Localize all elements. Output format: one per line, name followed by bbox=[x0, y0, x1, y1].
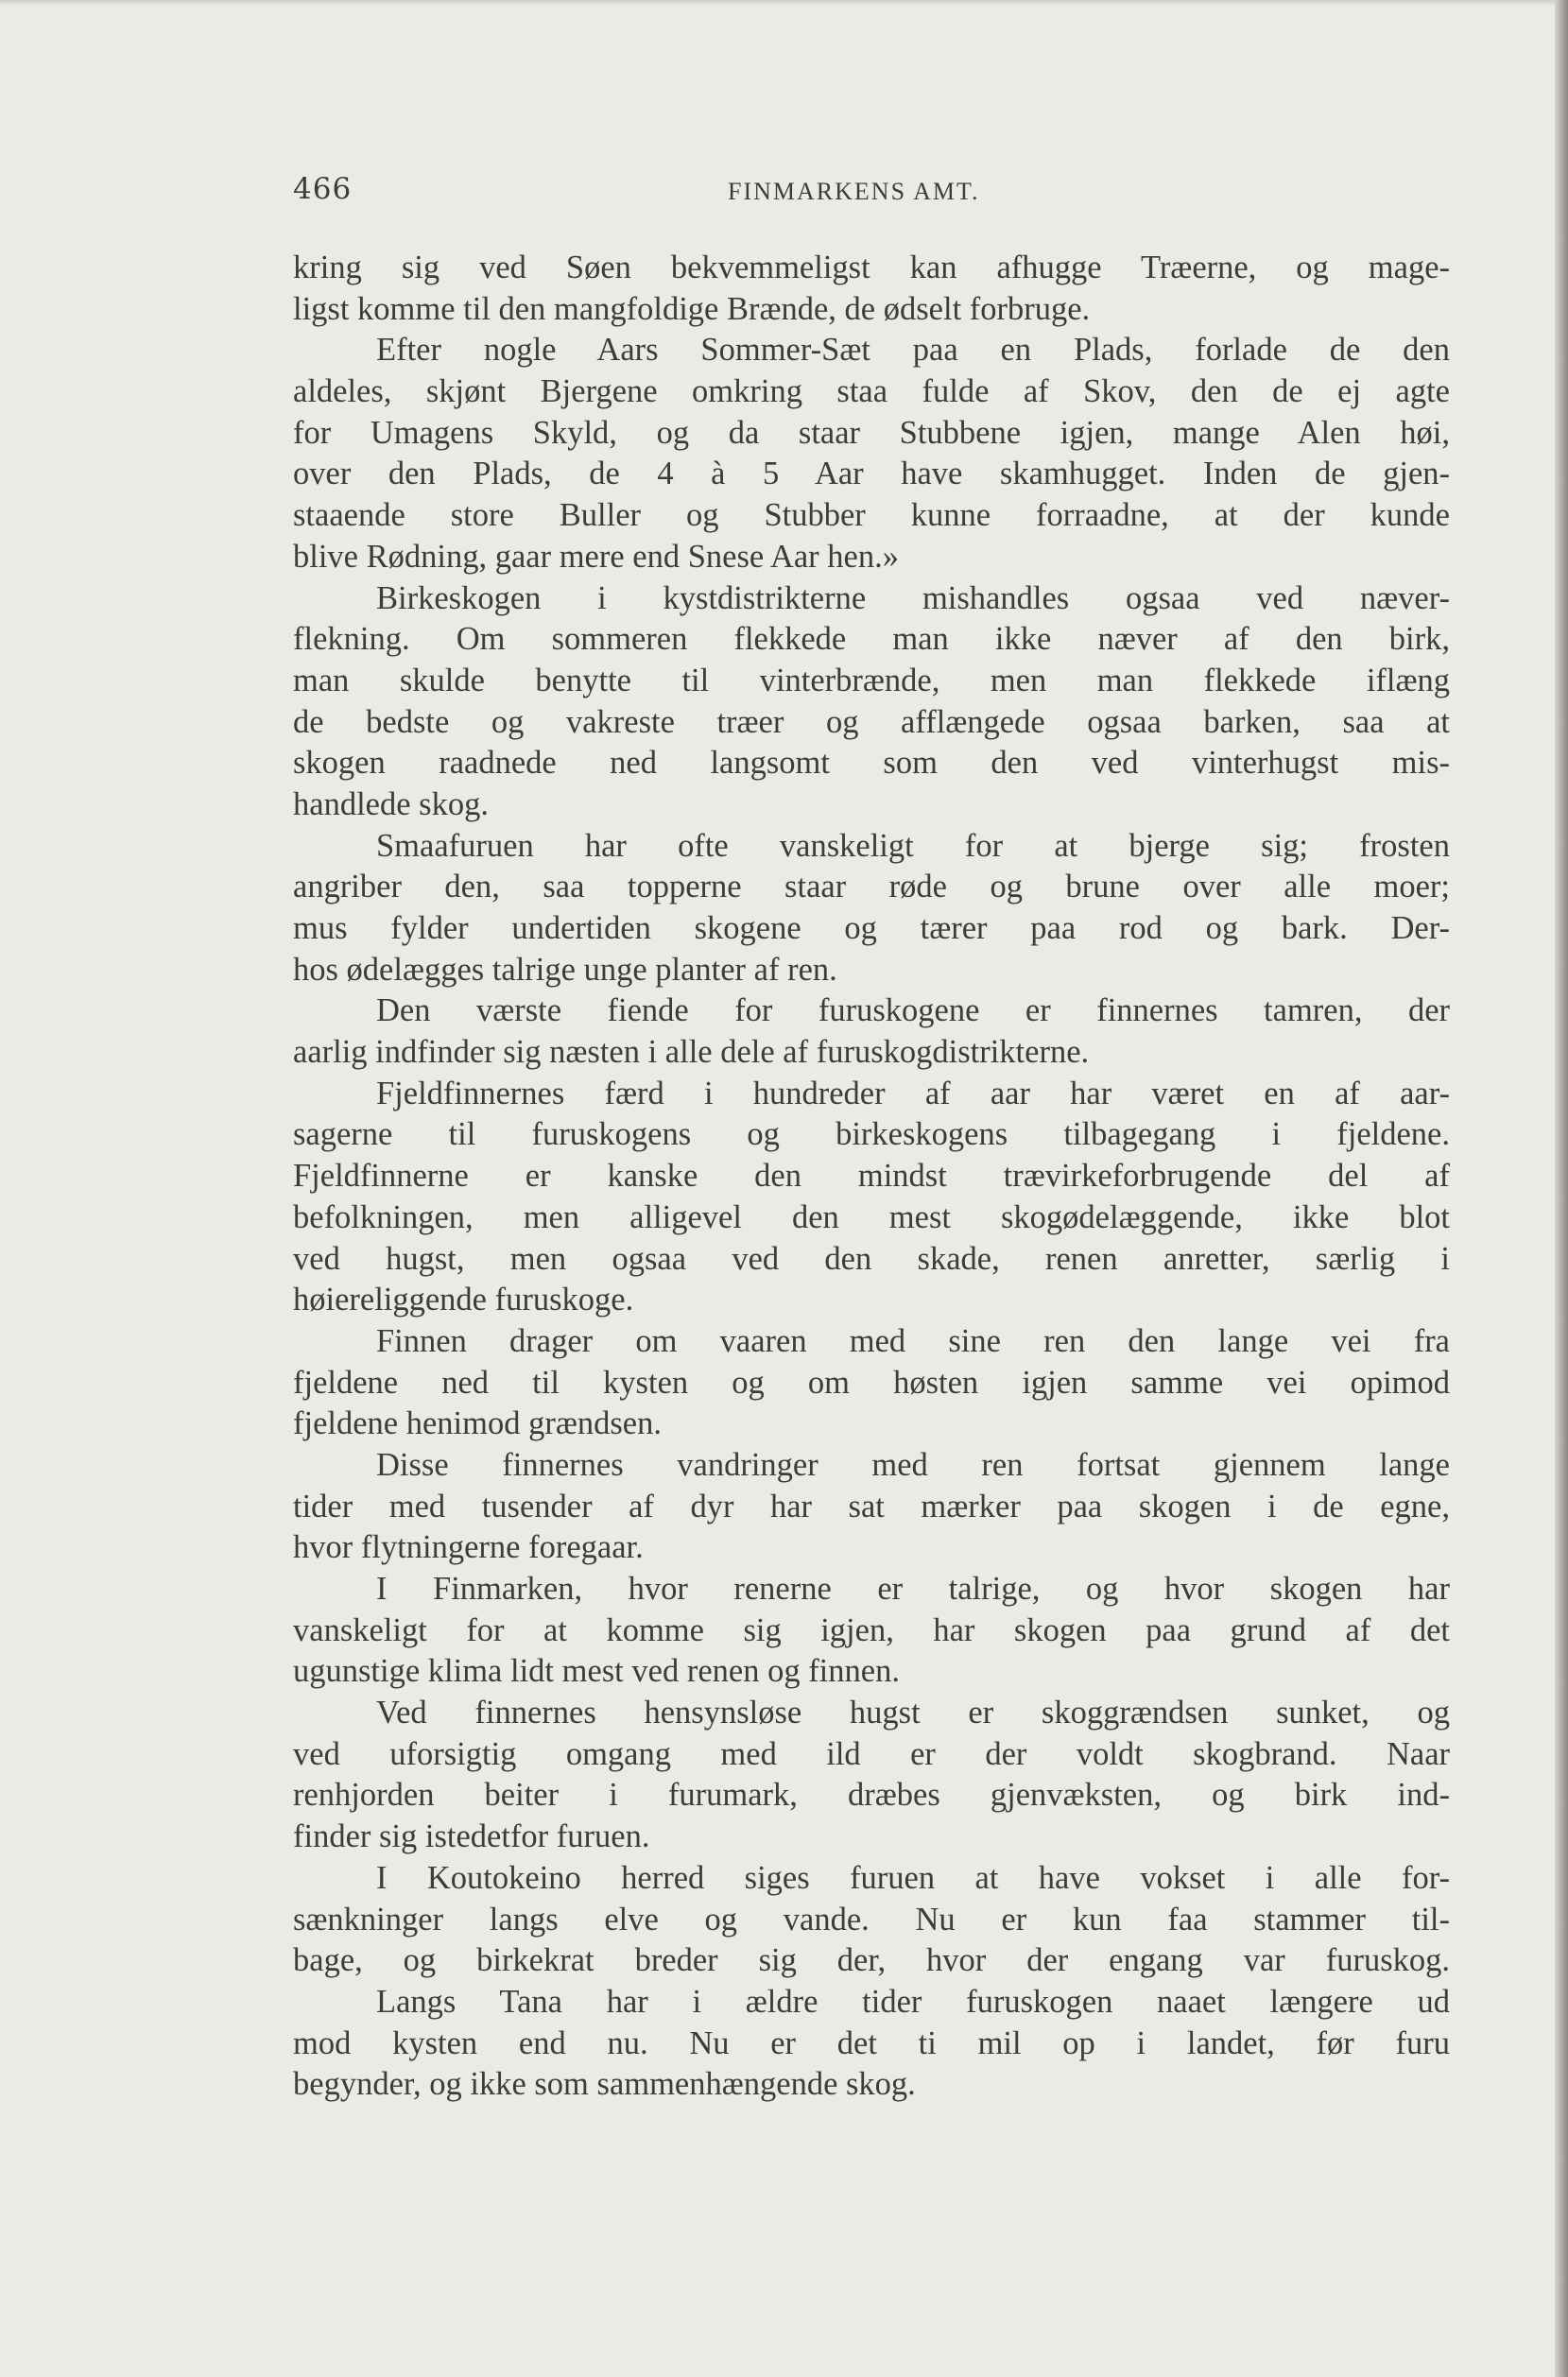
text-line: hos ødelægges talrige unge planter af ren. bbox=[293, 951, 837, 988]
text-line: tider med tusender af dyr har sat mærker paa skogen i de egne, bbox=[293, 1488, 1450, 1524]
text-line: Den værste fiende for furuskogene er finnernes tamren, der bbox=[376, 992, 1450, 1029]
text-line: begynder, og ikke som sammenhængende skog. bbox=[293, 2066, 916, 2103]
text-line: for Umagens Skyld, og da staar Stubbene igjen, mange Alen høi, bbox=[293, 414, 1450, 451]
page-right-edge bbox=[1555, 0, 1568, 2377]
text-line: mod kysten end nu. Nu er det ti mil op i landet, før furu bbox=[293, 2024, 1450, 2061]
text-line: Finnen drager om vaaren med sine ren den lange vei fra bbox=[376, 1322, 1450, 1359]
text-line: vanskeligt for at komme sig igjen, har skogen paa grund af det bbox=[293, 1611, 1450, 1648]
text-line: man skulde benytte til vinterbrænde, men man flekkede iflæng bbox=[293, 662, 1450, 698]
text-line: ved hugst, men ogsaa ved den skade, renen anretter, særlig i bbox=[293, 1240, 1450, 1277]
text-line: skogen raadnede ned langsomt som den ved vinterhugst mis- bbox=[293, 745, 1450, 782]
body-text bbox=[293, 248, 1450, 2106]
text-line: blive Rødning, gaar mere end Snese Aar hen.» bbox=[293, 538, 899, 575]
text-line: sænkninger langs elve og vande. Nu er kun faa stammer til- bbox=[293, 1901, 1450, 1938]
text-line: renhjorden beiter i furumark, dræbes gjenvæksten, og birk ind- bbox=[293, 1777, 1450, 1814]
text-line: finder sig istedetfor furuen. bbox=[293, 1818, 650, 1855]
text-line: Ved finnernes hensynsløse hugst er skoggrændsen sunket, og bbox=[376, 1695, 1450, 1731]
text-line: I Finmarken, hvor renerne er talrige, og hvor skogen har bbox=[376, 1571, 1450, 1607]
text-line: I Koutokeino herred siges furuen at have vokset i alle for- bbox=[376, 1859, 1450, 1896]
text-line: høiereliggende furuskoge. bbox=[293, 1282, 634, 1318]
text-line: Fjeldfinnernes færd i hundreder af aar har været en af aar- bbox=[376, 1075, 1450, 1111]
text-line: mus fylder undertiden skogene og tærer paa rod og bark. Der- bbox=[293, 910, 1450, 946]
text-line: ved uforsigtig omgang med ild er der voldt skogbrand. Naar bbox=[293, 1735, 1450, 1772]
text-line: kring sig ved Søen bekvemmeligst kan afhugge Træerne, og mage- bbox=[293, 250, 1450, 285]
text-line: over den Plads, de 4 à 5 Aar have skamhugget. Inden de gjen- bbox=[293, 456, 1450, 492]
text-line: sagerne til furuskogens og birkeskogens tilbagegang i fjeldene. bbox=[293, 1116, 1450, 1153]
text-line: Fjeldfinnerne er kanske den mindst trævirkeforbrugende del af bbox=[293, 1158, 1450, 1195]
text-line: fjeldene henimod grændsen. bbox=[293, 1405, 662, 1442]
page-number: 466 bbox=[293, 172, 353, 206]
text-line: aldeles, skjønt Bjergene omkring staa fulde af Skov, den de ej agte bbox=[293, 373, 1450, 410]
text-line: ugunstige klima lidt mest ved renen og finnen. bbox=[293, 1653, 900, 1690]
text-line: flekning. Om sommeren flekkede man ikke næver af den birk, bbox=[293, 621, 1450, 658]
text-line: aarlig indfinder sig næsten i alle dele af furuskogdistrikterne. bbox=[293, 1034, 1090, 1071]
text-line: de bedste og vakreste træer og afflængede ogsaa barken, saa at bbox=[293, 703, 1450, 740]
text-line: hvor flytningerne foregaar. bbox=[293, 1529, 644, 1566]
page-top-edge bbox=[0, 0, 1568, 6]
text-line: angriber den, saa topperne staar røde og brune over alle moer; bbox=[293, 869, 1450, 905]
text-line: staaende store Buller og Stubber kunne forraadne, at der kunde bbox=[293, 497, 1450, 534]
text-line: Langs Tana har i ældre tider furuskogen naaet længere ud bbox=[376, 1983, 1450, 2020]
text-line: Smaafuruen har ofte vanskeligt for at bjerge sig; frosten bbox=[376, 827, 1450, 864]
text-line: Efter nogle Aars Sommer-Sæt paa en Plads, forlade de den bbox=[376, 332, 1450, 369]
running-head: FINMARKENS AMT. bbox=[728, 178, 980, 205]
page-header bbox=[293, 172, 1450, 210]
text-line: Disse finnernes vandringer med ren fortsat gjennem lange bbox=[376, 1446, 1450, 1483]
text-line: ligst komme til den mangfoldige Brænde, de ødselt forbruge. bbox=[293, 290, 1091, 327]
text-line: befolkningen, men alligevel den mest skogødelæggende, ikke blot bbox=[293, 1198, 1450, 1235]
text-line: fjeldene ned til kysten og om høsten igjen samme vei opimod bbox=[293, 1364, 1450, 1401]
text-line: Birkeskogen i kystdistrikterne mishandles ogsaa ved næver- bbox=[376, 579, 1450, 616]
text-line: bage, og birkekrat breder sig der, hvor der engang var furuskog. bbox=[293, 1942, 1450, 1979]
text-line: handlede skog. bbox=[293, 785, 489, 822]
